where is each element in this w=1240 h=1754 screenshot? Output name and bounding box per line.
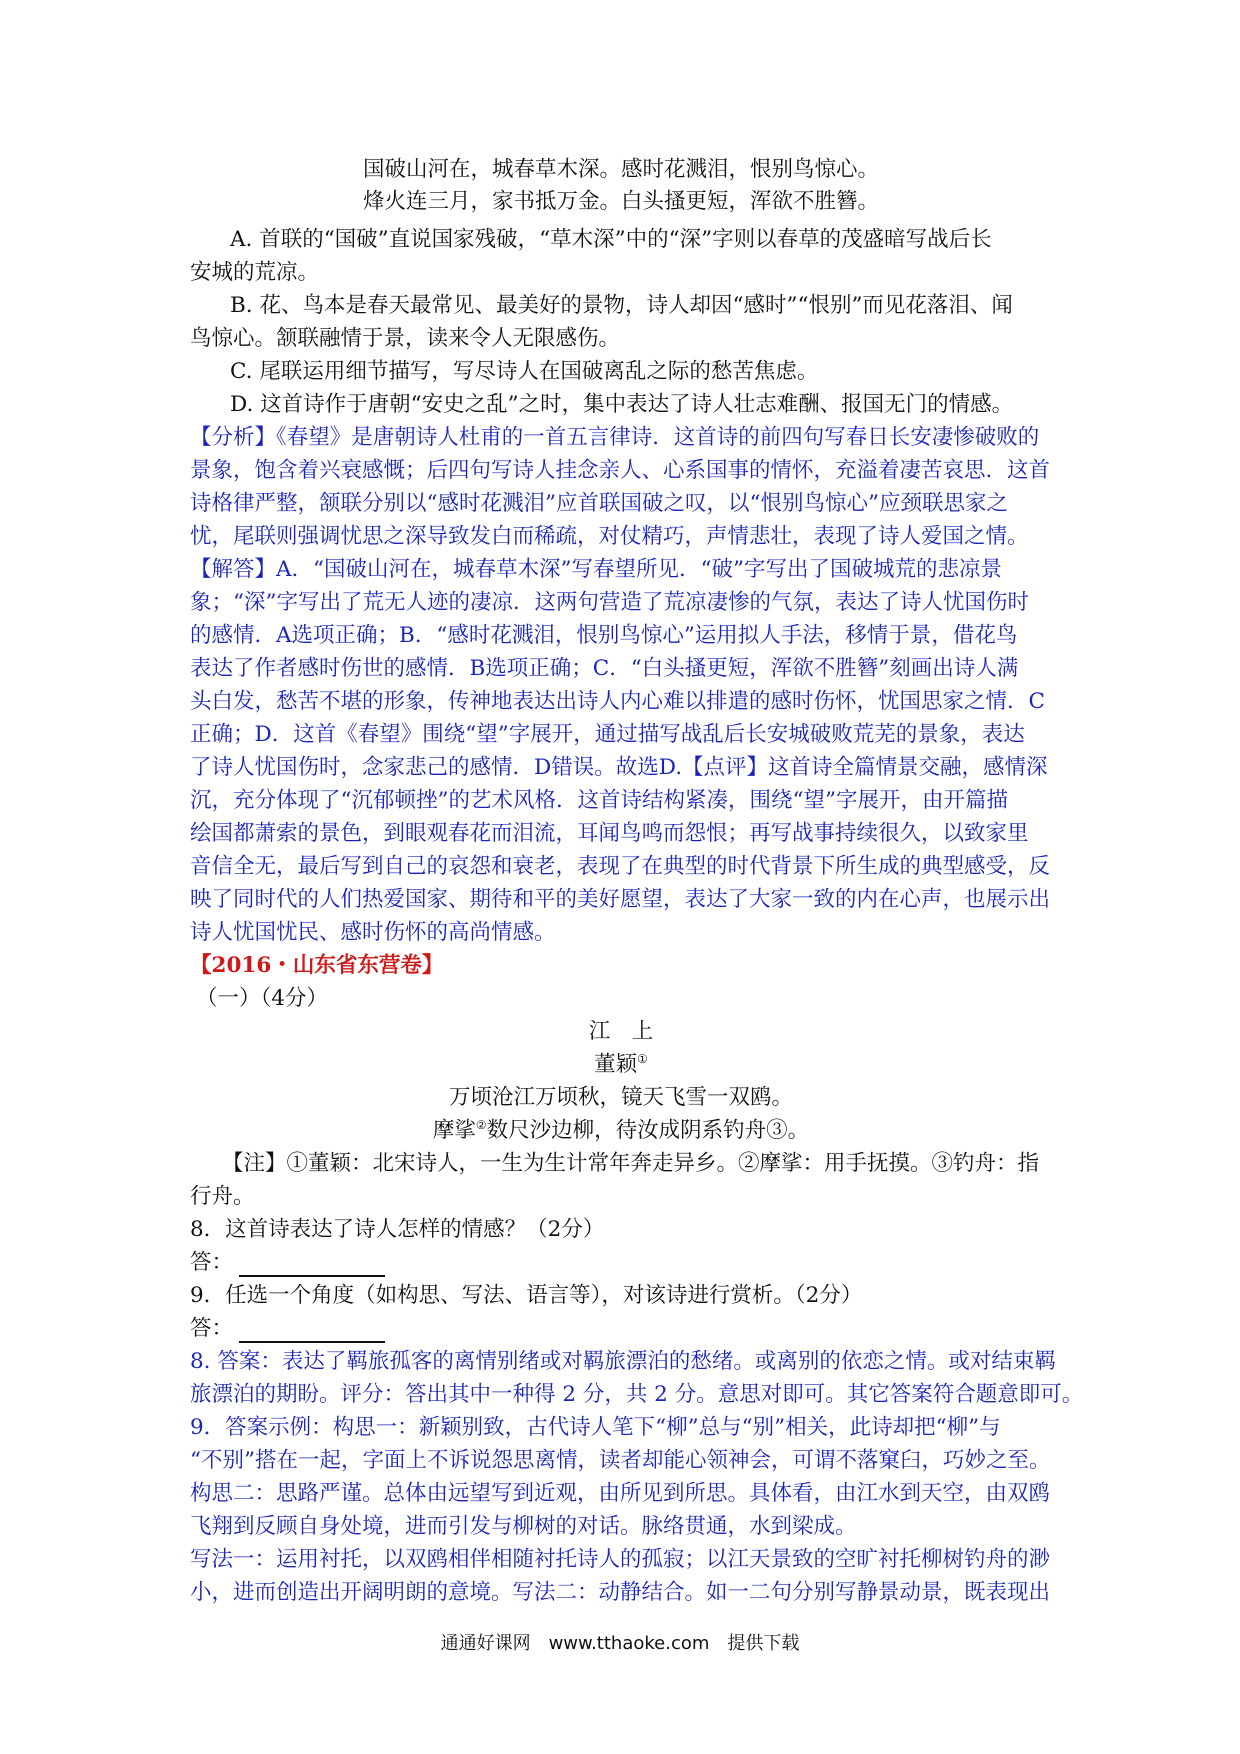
poem1-line2: 烽火连三月，家书抵万金。白头搔更短，浑欲不胜簪。 bbox=[362, 189, 879, 214]
note-line2: 行舟。 bbox=[190, 1184, 255, 1209]
poem2-line2-part-b: 数尺沙边柳，待汝成阴系钓舟③。 bbox=[486, 1118, 810, 1143]
poem2-author bbox=[190, 1051, 1052, 1079]
part-label: （一）（4分） bbox=[196, 986, 328, 1011]
poem2-title: 江 上 bbox=[588, 1019, 654, 1044]
poem2-line2-part-a: 摩挲 bbox=[432, 1118, 476, 1143]
analysis-line: 正确；D．这首《春望》围绕“望”字展开，通过描写战乱后长安城破败荒芜的景象，表达 bbox=[190, 722, 1025, 747]
analysis-line: 景象，饱含着兴衰感慨；后四句写诗人挂念亲人、心系国事的情怀，充溢着凄苦哀思．这首 bbox=[190, 458, 1051, 483]
analysis-line: 忧，尾联则强调忧思之深导致发白而稀疏，对仗精巧，声情悲壮，表现了诗人爱国之情。 bbox=[190, 524, 1029, 549]
poem2-author-name: 董颖 bbox=[594, 1052, 638, 1077]
section-title: 【2016・山东省东营卷】 bbox=[190, 953, 444, 978]
answer-label: 答： bbox=[190, 1250, 234, 1275]
option-a-line1: A. 首联的“国破”直说国家残破，“草木深”中的“深”字则以春草的茂盛暗写战后长 bbox=[230, 227, 992, 252]
note-line1: 【注】①董颖：北宋诗人，一生为生计常年奔走异乡。②摩挲：用手抚摸。③钓舟：指 bbox=[222, 1151, 1040, 1176]
option-d-line1: D. 这首诗作于唐朝“安史之乱”之时，集中表达了诗人壮志难酬、报国无门的情感。 bbox=[230, 392, 1014, 417]
analysis-line: 沉，充分体现了“沉郁顿挫”的艺术风格．这首诗结构紧凑，围绕“望”字展开，由开篇描 bbox=[190, 788, 1008, 813]
answer-text-line: 9．答案示例：构思一：新颖别致，古代诗人笔下“柳”总与“别”相关，此诗却把“柳”与 bbox=[190, 1415, 1001, 1440]
answer-line-8 bbox=[190, 1249, 1052, 1277]
analysis-line: 【解答】A．“国破山河在，城春草木深”写春望所见．“破”字写出了国破城荒的悲凉景 bbox=[190, 557, 1002, 582]
answer-line-9 bbox=[190, 1315, 1052, 1343]
answer-text-line: 构思二：思路严谨。总体由远望写到近观，由所见到所思。具体看，由江水到天空，由双鸥 bbox=[190, 1481, 1051, 1506]
answer-text-line: 8. 答案：表达了羁旅孤客的离情别绪或对羁旅漂泊的愁绪。或离别的依恋之情。或对结束羁 bbox=[190, 1349, 1056, 1374]
poem2-line2 bbox=[190, 1117, 1052, 1145]
answer-text-line: 小，进而创造出开阔明朗的意境。写法二：动静结合。如一二句分别写静景动景，既表现出 bbox=[190, 1580, 1051, 1605]
analysis-line: 诗格律严整，颔联分别以“感时花溅泪”应首联国破之叹，以“恨别鸟惊心”应颈联思家之 bbox=[190, 491, 1008, 516]
analysis-line: 【分析】《春望》是唐朝诗人杜甫的一首五言律诗．这首诗的前四句写春日长安凄惨破败的 bbox=[190, 425, 1040, 450]
option-b-line1: B. 花、鸟本是春天最常见、最美好的景物，诗人却因“感时”“恨别”而见花落泪、闻 bbox=[230, 293, 1013, 318]
answer-blank[interactable] bbox=[239, 1319, 385, 1343]
page-footer: 通通好课网 www.tthaoke.com 提供下载 bbox=[440, 1633, 800, 1654]
analysis-line: 音信全无，最后写到自己的哀怨和衰老，表现了在典型的时代背景下所生成的典型感受，反 bbox=[190, 854, 1051, 879]
question-9: 9．任选一个角度（如构思、写法、语言等），对该诗进行赏析。（2分） bbox=[190, 1283, 863, 1308]
author-footnote-mark: ① bbox=[637, 1051, 648, 1066]
analysis-line: 诗人忧国忧民、感时伤怀的高尚情感。 bbox=[190, 920, 556, 945]
analysis-line: 象；“深”字写出了荒无人迹的凄凉．这两句营造了荒凉凄惨的气氛，表达了诗人忧国伤时 bbox=[190, 590, 1029, 615]
option-b-line2: 鸟惊心。颔联融情于景，读来令人无限感伤。 bbox=[190, 326, 621, 351]
analysis-line: 了诗人忧国伤时，念家悲己的感情．D错误。故选D.【点评】这首诗全篇情景交融，感情深 bbox=[190, 755, 1048, 780]
analysis-line: 绘国都萧索的景色，到眼观春花而泪流，耳闻鸟鸣而怨恨；再写战事持续很久，以致家里 bbox=[190, 821, 1029, 846]
answer-text-line: 旅漂泊的期盼。评分：答出其中一种得 2 分，共 2 分。意思对即可。其它答案符合题意即可。 bbox=[190, 1382, 1084, 1407]
analysis-line: 头白发，愁苦不堪的形象，传神地表达出诗人内心难以排遣的感时伤怀，忧国思家之情．C bbox=[190, 689, 1045, 714]
analysis-line: 的感情．A选项正确；B．“感时花溅泪，恨别鸟惊心”运用拟人手法，移情于景，借花鸟 bbox=[190, 623, 1018, 648]
analysis-line: 表达了作者感时伤世的感情．B选项正确；C．“白头搔更短，浑欲不胜簪”刻画出诗人满 bbox=[190, 656, 1019, 681]
option-c-line1: C. 尾联运用细节描写，写尽诗人在国破离乱之际的愁苦焦虑。 bbox=[230, 359, 819, 384]
answer-label: 答： bbox=[190, 1316, 234, 1341]
answer-text-line: 写法一：运用衬托，以双鸥相伴相随衬托诗人的孤寂；以江天景致的空旷衬托柳树钓舟的渺 bbox=[190, 1547, 1051, 1572]
answer-blank[interactable] bbox=[239, 1253, 385, 1277]
answer-text-line: 飞翔到反顾自身处境，进而引发与柳树的对话。脉络贯通，水到梁成。 bbox=[190, 1514, 857, 1539]
poem1-line1: 国破山河在，城春草木深。感时花溅泪，恨别鸟惊心。 bbox=[362, 157, 879, 182]
question-8: 8．这首诗表达了诗人怎样的情感？（2分） bbox=[190, 1217, 605, 1242]
answer-text-line: “不别”搭在一起，字面上不诉说怨思离情，读者却能心领神会，可谓不落窠臼，巧妙之至。 bbox=[190, 1448, 1051, 1473]
analysis-line: 映了同时代的人们热爱国家、期待和平的美好愿望，表达了大家一致的内在心声，也展示出 bbox=[190, 887, 1051, 912]
poem2-line1: 万顷沧江万顷秋，镜天飞雪一双鸥。 bbox=[448, 1085, 793, 1110]
option-a-line2: 安城的荒凉。 bbox=[190, 260, 320, 285]
line2-footnote-mark: ② bbox=[475, 1117, 487, 1132]
